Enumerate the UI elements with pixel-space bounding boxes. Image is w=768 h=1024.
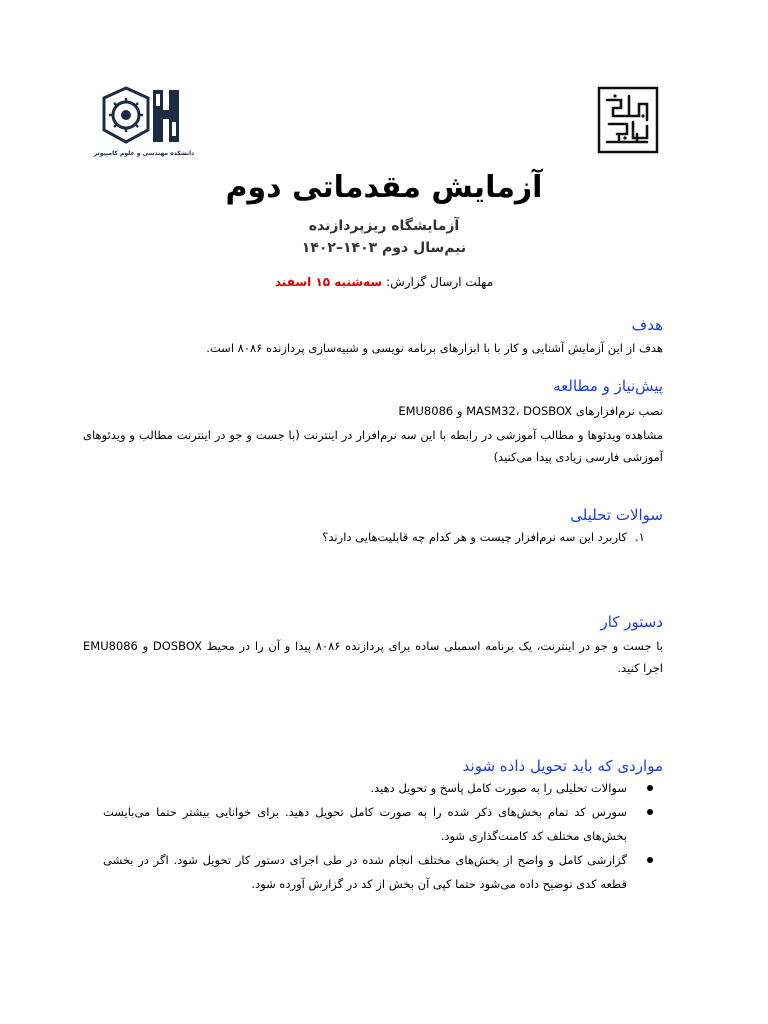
- prereq-study: مشاهده ویدئوها و مطالب آموزشی در رابطه با این سه نرم‌افزار در اینترنت (با جست و جو در اینترنت مطالب و ویدئوهای آموزشی فارسی زیادی پیدا می‌کنید): [83, 428, 663, 464]
- deadline-line: [0, 273, 768, 291]
- university-logo: [597, 86, 659, 154]
- question-number: ۱.: [635, 530, 645, 544]
- question-item: [103, 527, 663, 547]
- deadline-value: سه‌شنبه ۱۵ اسفند: [274, 275, 383, 289]
- semester: نیم‌سال دوم ۱۴۰۳–۱۴۰۲: [301, 240, 467, 256]
- deadline-label: مهلت ارسال گزارش:: [386, 275, 494, 289]
- bullet-icon: [647, 785, 653, 791]
- list-item: گزارشی کامل و واضح از بخش‌های مختلف انجام شده در طی اجرای دستور کار تحویل شود. اگر در بخشی قطعه کدی توضیح داده می‌شود حتما کپی آن بخش از کد در گزارش آورده شود.: [103, 848, 663, 896]
- question-text: کاربرد این سه نرم‌افزار چیست و هر کدام چه قابلیت‌هایی دارند؟: [322, 530, 627, 544]
- deliverables-heading: مواردی که باید تحویل داده شوند: [462, 757, 663, 775]
- questions-heading: سوالات تحلیلی: [570, 506, 663, 524]
- bullet-icon: [647, 857, 653, 863]
- prereq-heading: پیش‌نیاز و مطالعه: [553, 377, 663, 395]
- instructions-text: با جست و جو در اینترنت، یک برنامه اسمبلی ساده برای پردازنده ۸۰۸۶ پیدا و آن را در محیط DOSBOX و EMU8086 اجرا کنید.: [83, 639, 664, 675]
- prereq-install: نصب نرم‌افزارهای MASM32، DOSBOX و EMU8086: [398, 404, 663, 418]
- lab-name: آزمایشگاه ریزپردازنده: [308, 218, 460, 234]
- list-item: سورس کد تمام بخش‌های ذکر شده را به صورت کامل تحویل دهید. برای خوانایی بیشتر حتما می‌بایست بخش‌های مختلف کد کامنت‌گذاری شود.: [103, 800, 663, 848]
- document-title: آزمایش مقدماتی دوم: [225, 170, 543, 205]
- faculty-logo-caption: دانشکده مهندسی و علوم کامپیوتر: [93, 150, 195, 157]
- goal-heading: هدف: [631, 316, 663, 334]
- bullet-icon: [647, 809, 653, 815]
- list-item: سوالات تحلیلی را به صورت کامل پاسخ و تحویل دهید.: [103, 776, 663, 800]
- deliverables-list: [103, 776, 663, 896]
- goal-text: هدف از این آزمایش آشنایی و کار با با ابزارهای برنامه نویسی و شبیه‌سازی پردازنده ۸۰۸۶ است.: [206, 341, 663, 355]
- instructions-heading: دستور کار: [600, 613, 663, 631]
